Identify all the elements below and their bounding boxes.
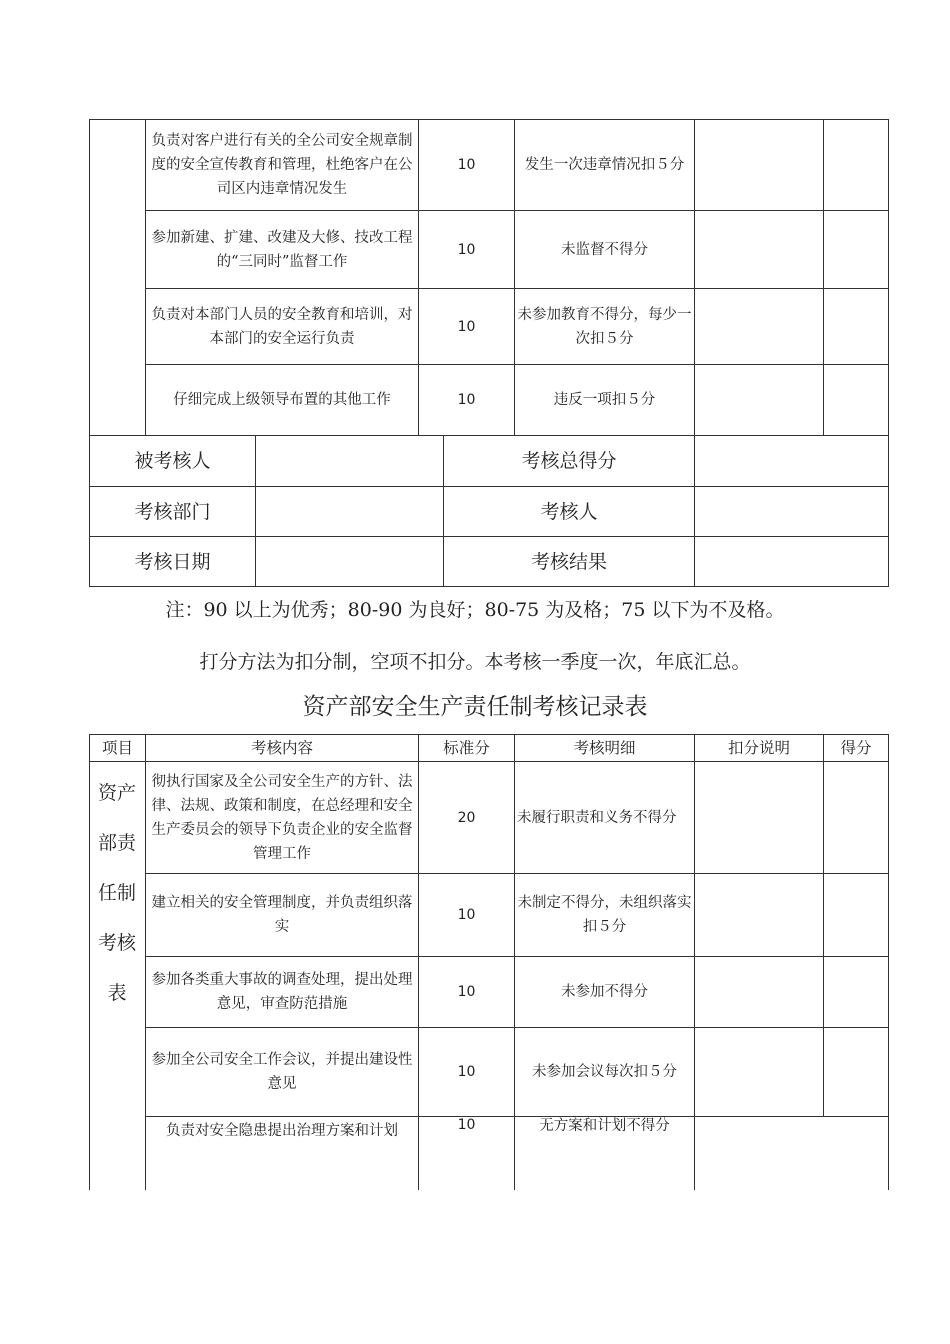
header-item: 项目 (101, 739, 133, 757)
item-label-line-5: 表 (107, 982, 127, 1004)
table-2-row-3-score: 10 (457, 984, 476, 1000)
table-2-row-5-detail: 无方案和计划不得分 (539, 1118, 670, 1134)
header-standard: 标准分 (443, 739, 490, 757)
table-2-row-5-score: 10 (457, 1117, 476, 1133)
table-1-row-3-score: 10 (457, 318, 476, 335)
table-2-row-3-content: 参加各类重大事故的调查处理，提出处理意见，审查防范措施 (151, 972, 413, 1012)
header-content: 考核内容 (250, 739, 313, 757)
examinee-label: 被考核人 (134, 450, 211, 472)
date-label: 考核日期 (134, 550, 211, 573)
table-1-row-4-detail: 违反一项扣５分 (553, 392, 656, 408)
total-score-label: 考核总得分 (521, 450, 617, 472)
table-1-row-1-content: 负责对客户进行有关的全公司安全规章制度的安全宣传教育和管理，杜绝客户在公司区内违章情况发生 (151, 133, 413, 197)
table-1-row-1-detail: 发生一次违章情况扣５分 (524, 157, 685, 173)
table-2-row-1-score: 20 (457, 809, 476, 826)
table-2-title: 资产部安全生产责任制考核记录表 (302, 694, 648, 720)
result-label: 考核结果 (530, 550, 607, 573)
header-deduction: 扣分说明 (727, 739, 790, 757)
table-2-row-5-content: 负责对安全隐患提出治理方案和计划 (166, 1123, 398, 1139)
table-1-row-2-detail: 未监督不得分 (561, 241, 648, 258)
item-label-line-4: 考核 (97, 932, 136, 954)
table-1-row-3-detail: 未参加教育不得分，每少一次扣５分 (517, 306, 692, 347)
table-1-row-4-content: 仔细完成上级领导布置的其他工作 (173, 392, 391, 408)
table-1-row-2-content: 参加新建、扩建、改建及大修、技改工程的“三同时”监督工作 (151, 229, 413, 270)
note-grading: 注：90 以上为优秀；80-90 为良好；80-75 为及格；75 以下为不及格。 (165, 599, 785, 621)
item-label-line-2: 部责 (97, 832, 136, 854)
table-2-row-4-content: 参加全公司安全工作会议，并提出建设性意见 (151, 1052, 413, 1092)
table-2-row-2-score: 10 (457, 907, 476, 923)
item-label-line-3: 任制 (97, 882, 136, 904)
table-1-row-1-score: 10 (457, 157, 476, 173)
note-method: 打分方法为扣分制，空项不扣分。本考核一季度一次，年底汇总。 (199, 651, 751, 673)
item-label-line-1: 资产 (97, 782, 136, 804)
examiner-label: 考核人 (540, 500, 598, 523)
table-2-row-2-content: 建立相关的安全管理制度，并负责组织落实 (151, 895, 413, 935)
table-1-row-4-score: 10 (457, 392, 476, 408)
table-1-row-2-score: 10 (457, 241, 476, 258)
table-1-row-3-content: 负责对本部门人员的安全教育和培训，对本部门的安全运行负责 (151, 306, 413, 347)
table-2-row-1-detail: 未履行职责和义务不得分 (517, 809, 677, 826)
table-2-row-1-content: 彻执行国家及全公司安全生产的方针、法律、法规、政策和制度，在总经理和安全生产委员会的领导下负责企业的安全监督管理工作 (151, 773, 413, 862)
table-2-row-3-detail: 未参加不得分 (561, 984, 648, 1000)
table-2-row-4-score: 10 (457, 1064, 476, 1080)
table-2-row-2-detail: 未制定不得分，未组织落实扣５分 (517, 895, 692, 935)
table-2-row-4-detail: 未参加会议每次扣５分 (532, 1064, 677, 1080)
header-detail: 考核明细 (573, 739, 636, 757)
department-label: 考核部门 (134, 500, 211, 523)
header-score: 得分 (840, 739, 872, 757)
